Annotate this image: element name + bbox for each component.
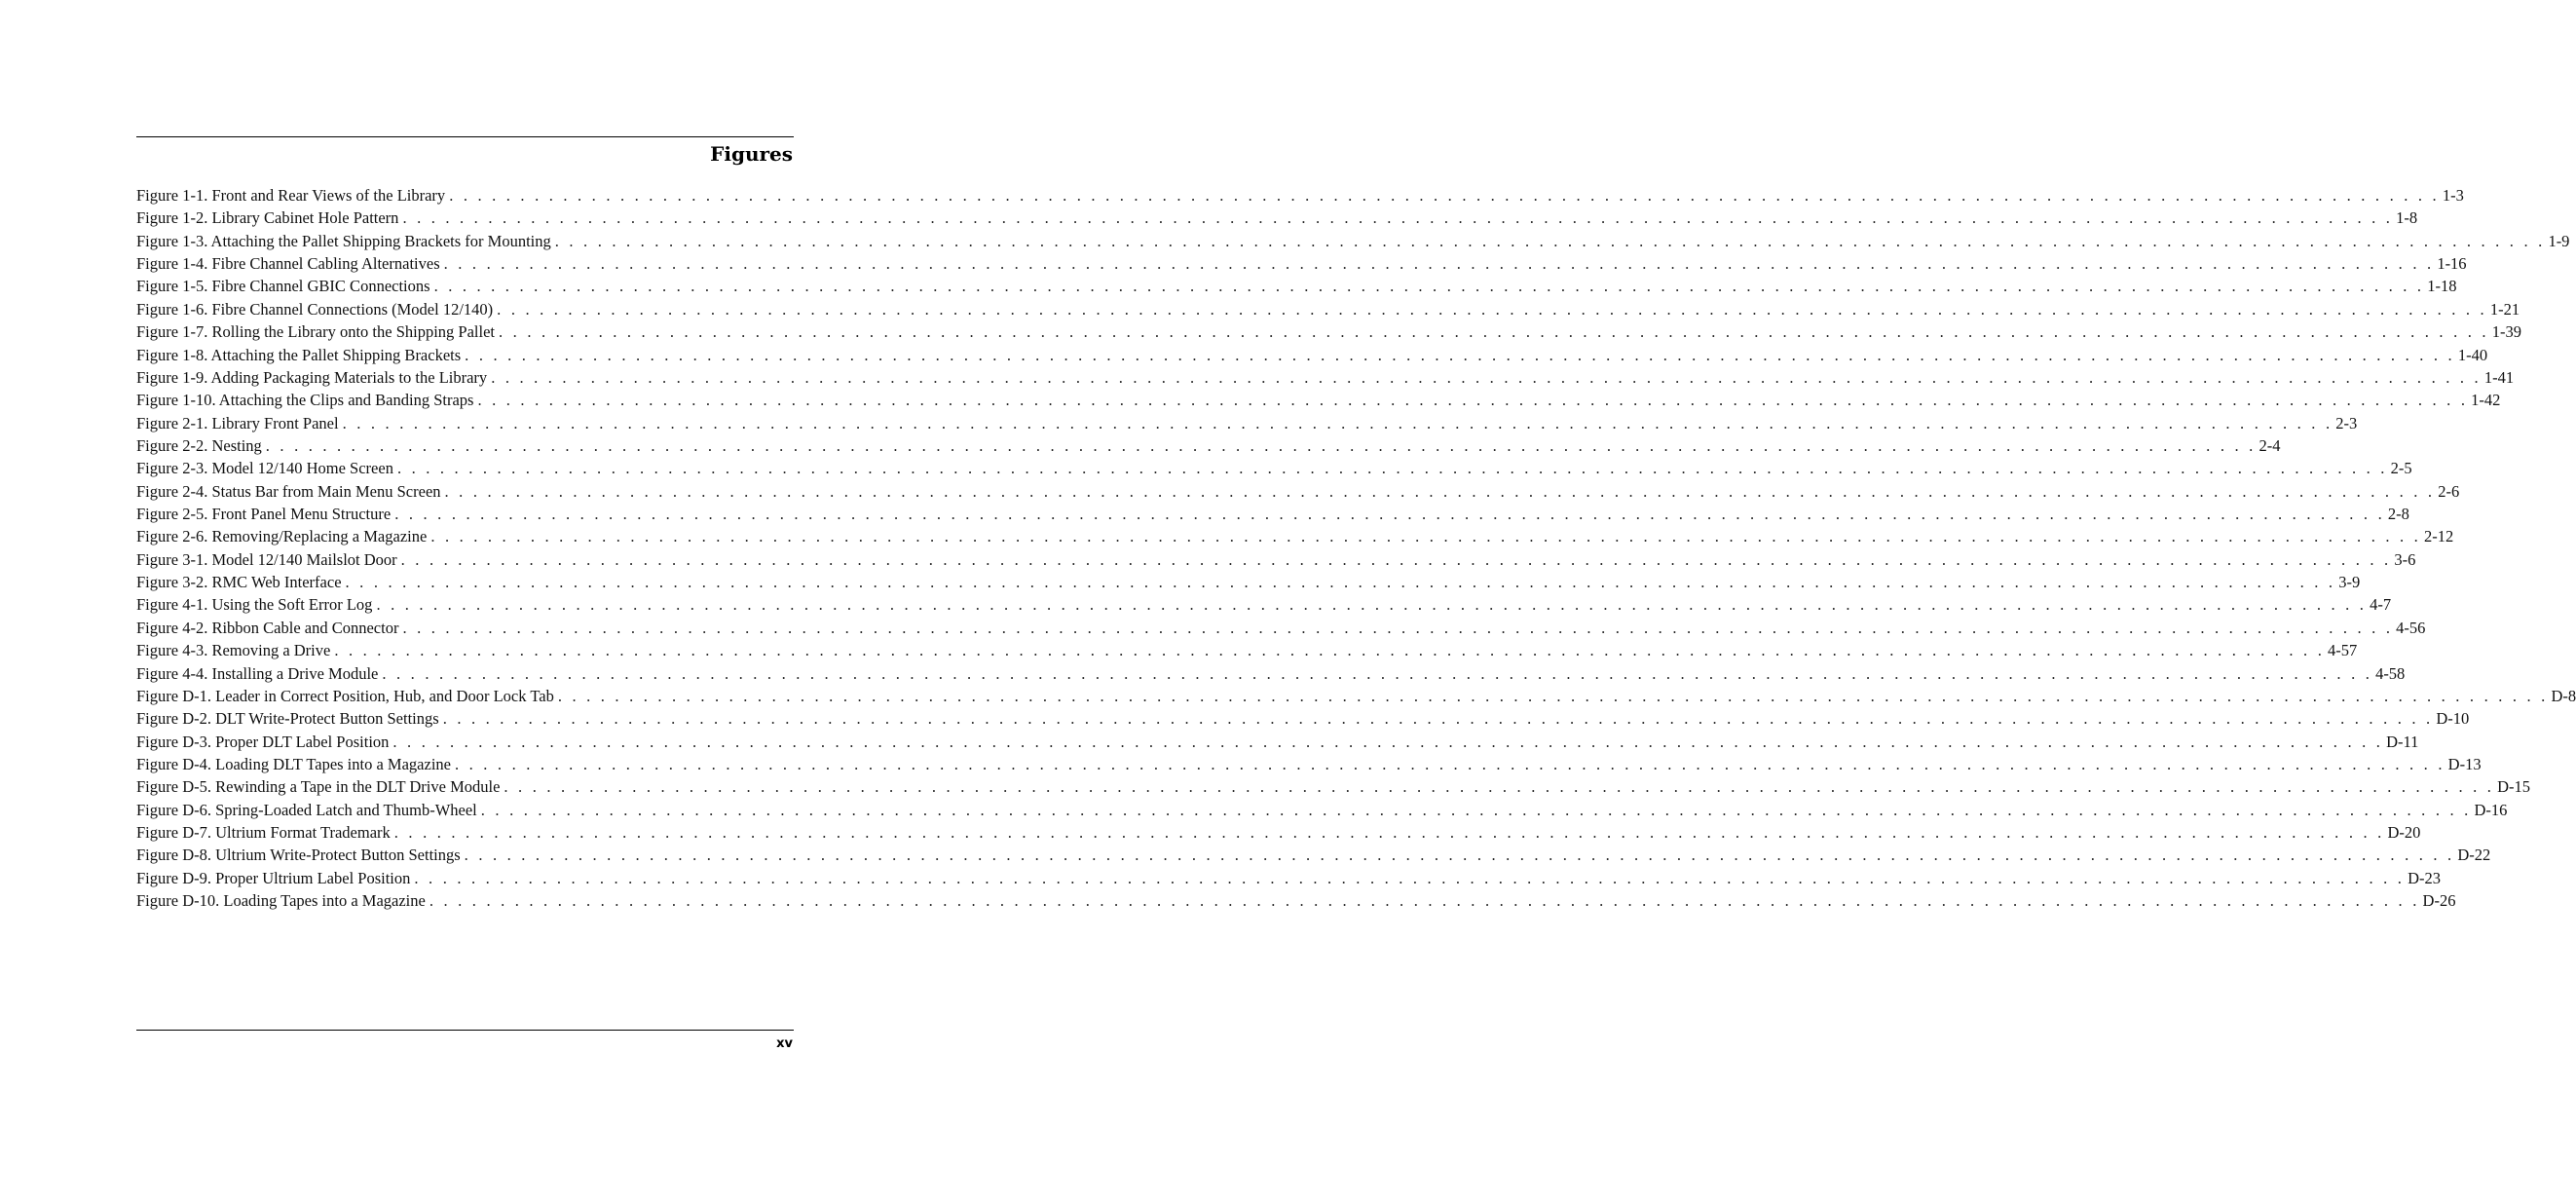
- toc-entry[interactable]: [136, 731, 2419, 753]
- toc-entry-title: Figure D-10. Loading Tapes into a Magazine: [136, 891, 426, 911]
- toc-entry-title: Figure 3-2. RMC Web Interface: [136, 573, 342, 592]
- toc-entry-page: 4-7: [2370, 595, 2392, 615]
- toc-entry[interactable]: [136, 366, 2515, 389]
- toc-entry-title: Figure 1-10. Attaching the Clips and Banding Straps: [136, 391, 474, 410]
- toc-entry-title: Figure 4-2. Ribbon Cable and Connector: [136, 618, 399, 637]
- dot-leader: . . . . . . . . . . . . . . . . . . . . . . . . . . . . . . . . . . . . . . . . . . . . . . . . . . . . . . . . . . . . . . . . . . . . . . . . . . . . . . . . . . . . . . . . . . . . . . . . . . . . . . . . . . . . . . . . . . . . . . . . . . . . . . . . . . . . . . . . . . . .: [554, 231, 2546, 250]
- toc-entry-page: 1-39: [2491, 322, 2521, 342]
- toc-entry-title: Figure 1-9. Adding Packaging Materials to the Library: [136, 367, 488, 387]
- dot-leader: . . . . . . . . . . . . . . . . . . . . . . . . . . . . . . . . . . . . . . . . . . . . . . . . . . . . . . . . . . . . . . . . . . . . . . . . . . . . . . . . . . . . . . . . . . . . . . . . . . . . . . . . . . . . . . . . . . . . . . . . . . . . . . . . . . . . . . . . . . . .: [334, 641, 2326, 660]
- toc-entry-title: Figure 1-5. Fibre Channel GBIC Connections: [136, 277, 430, 296]
- toc-entry-title: Figure D-9. Proper Ultrium Label Position: [136, 868, 411, 887]
- toc-entry-page: D-8: [2551, 686, 2576, 705]
- toc-entry[interactable]: [136, 457, 2412, 479]
- toc-entry[interactable]: [136, 503, 2409, 525]
- toc-entry[interactable]: [136, 753, 2482, 775]
- toc-entry-page: 2-12: [2424, 527, 2454, 546]
- toc-entry-title: Figure D-3. Proper DLT Label Position: [136, 732, 390, 751]
- toc-entry-page: D-13: [2447, 754, 2482, 773]
- toc-entry[interactable]: [136, 389, 2501, 411]
- toc-entry[interactable]: [136, 184, 2464, 207]
- dot-leader: . . . . . . . . . . . . . . . . . . . . . . . . . . . . . . . . . . . . . . . . . . . . . . . . . . . . . . . . . . . . . . . . . . . . . . . . . . . . . . . . . . . . . . . . . . . . . . . . . . . . . . . . . . . . . . . . . . . . . . . . . . . . . . . . . . . . . . . . . . . .: [400, 549, 2392, 569]
- dot-leader: . . . . . . . . . . . . . . . . . . . . . . . . . . . . . . . . . . . . . . . . . . . . . . . . . . . . . . . . . . . . . . . . . . . . . . . . . . . . . . . . . . . . . . . . . . . . . . . . . . . . . . . . . . . . . . . . . . . . . . . . . . . . . . . . . . . . . . . . . . . .: [497, 299, 2487, 319]
- toc-entry[interactable]: [136, 230, 2570, 252]
- toc-entry-page: 1-18: [2427, 277, 2457, 296]
- toc-entry-page: D-23: [2408, 868, 2441, 887]
- toc-entry-title: Figure 2-5. Front Panel Menu Structure: [136, 505, 392, 524]
- toc-entry[interactable]: [136, 320, 2521, 343]
- toc-entry-title: Figure 4-1. Using the Soft Error Log: [136, 595, 373, 615]
- toc-entry-page: D-10: [2436, 709, 2470, 729]
- toc-entry-title: Figure 2-1. Library Front Panel: [136, 413, 339, 432]
- toc-entry-page: 2-5: [2390, 459, 2412, 478]
- toc-entry[interactable]: [136, 662, 2406, 685]
- toc-entry-page: 1-3: [2442, 186, 2464, 205]
- toc-entry-title: Figure D-7. Ultrium Format Trademark: [136, 823, 391, 843]
- toc-entry-title: Figure 2-6. Removing/Replacing a Magazine: [136, 527, 428, 546]
- toc-entry-title: Figure 3-1. Model 12/140 Mailslot Door: [136, 549, 397, 569]
- dot-leader: . . . . . . . . . . . . . . . . . . . . . . . . . . . . . . . . . . . . . . . . . . . . . . . . . . . . . . . . . . . . . . . . . . . . . . . . . . . . . . . . . . . . . . . . . . . . . . . . . . . . . . . . . . . . . . . . . . . . . . . . . . . . . . . . . . . . . . . . . . . .: [477, 391, 2469, 410]
- dot-leader: . . . . . . . . . . . . . . . . . . . . . . . . . . . . . . . . . . . . . . . . . . . . . . . . . . . . . . . . . . . . . . . . . . . . . . . . . . . . . . . . . . . . . . . . . . . . . . . . . . . . . . . . . . . . . . . . . . . . . . . . . . . . . . . . . . . . . . . . . . . .: [402, 208, 2394, 228]
- page-number: xv: [776, 1036, 793, 1051]
- toc-entry[interactable]: [136, 685, 2576, 707]
- dot-leader: . . . . . . . . . . . . . . . . . . . . . . . . . . . . . . . . . . . . . . . . . . . . . . . . . . . . . . . . . . . . . . . . . . . . . . . . . . . . . . . . . . . . . . . . . . . . . . . . . . . . . . . . . . . . . . . . . . . . . . . . . . . . . . . . . . . . . . . . . . . .: [430, 527, 2421, 546]
- toc-entry-title: Figure 2-2. Nesting: [136, 435, 262, 455]
- page-title: Figures: [710, 142, 793, 166]
- toc-entry-page: 1-16: [2437, 254, 2467, 274]
- toc-entry[interactable]: [136, 844, 2491, 866]
- dot-leader: . . . . . . . . . . . . . . . . . . . . . . . . . . . . . . . . . . . . . . . . . . . . . . . . . . . . . . . . . . . . . . . . . . . . . . . . . . . . . . . . . . . . . . . . . . . . . . . . . . . . . . . . . . . . . . . . . . . . . . . . . . . . . . . . . . . . . . . . . . . .: [392, 732, 2384, 751]
- toc-entry-title: Figure 1-1. Front and Rear Views of the Library: [136, 186, 446, 205]
- toc-entry[interactable]: [136, 434, 2281, 457]
- toc-entry[interactable]: [136, 344, 2488, 366]
- toc-entry-page: 1-41: [2483, 367, 2515, 387]
- toc-entry[interactable]: [136, 298, 2520, 320]
- toc-entry-title: Figure D-1. Leader in Correct Position, Hub, and Door Lock Tab: [136, 686, 554, 705]
- toc-entry-page: 4-58: [2375, 663, 2406, 683]
- toc-entry-title: Figure D-2. DLT Write-Protect Button Settings: [136, 709, 439, 729]
- toc-entry-title: Figure D-6. Spring-Loaded Latch and Thumb-Wheel: [136, 800, 477, 819]
- toc-entry[interactable]: [136, 548, 2416, 571]
- dot-leader: . . . . . . . . . . . . . . . . . . . . . . . . . . . . . . . . . . . . . . . . . . . . . . . . . . . . . . . . . . . . . . . . . . . . . . . . . . . . . . . . . . . . . . . . . . . . . . . . . . . . . . . . . . . . . . . . . . . . . . . . . . . . . . . . . . . . . . . . . . . .: [442, 709, 2434, 729]
- toc-entry-page: 4-57: [2328, 641, 2358, 660]
- toc-entry[interactable]: [136, 639, 2358, 661]
- toc-entry[interactable]: [136, 821, 2421, 844]
- dot-leader: . . . . . . . . . . . . . . . . . . . . . . . . . . . . . . . . . . . . . . . . . . . . . . . . . . . . . . . . . . . . . . . . . . . . . . . . . . . . . . . . . . . . . . . . . . . . . . . . . . . . . . . . . . . . . . . . . . . . . . . . . . . . . . . . . . . . . . . . . . . .: [454, 754, 2445, 773]
- dot-leader: . . . . . . . . . . . . . . . . . . . . . . . . . . . . . . . . . . . . . . . . . . . . . . . . . . . . . . . . . . . . . . . . . . . . . . . . . . . . . . . . . . . . . . . . . . . . . . . . . . . . . . . . . . . . . . . . . . . . . . . . . . . . . . . . . . . . . . . . . . . .: [464, 846, 2455, 865]
- toc-entry-title: Figure 1-6. Fibre Channel Connections (Model 12/140): [136, 299, 494, 319]
- toc-entry-page: 1-8: [2396, 208, 2418, 228]
- dot-leader: . . . . . . . . . . . . . . . . . . . . . . . . . . . . . . . . . . . . . . . . . . . . . . . . . . . . . . . . . . . . . . . . . . . . . . . . . . . . . . . . . . . . . . . . . . . . . . . . . . . . . . . . . . . . . . . . . . . . . . . . . . . . . . . . . . . . . . . . . . . .: [491, 367, 2482, 387]
- dot-leader: . . . . . . . . . . . . . . . . . . . . . . . . . . . . . . . . . . . . . . . . . . . . . . . . . . . . . . . . . . . . . . . . . . . . . . . . . . . . . . . . . . . . . . . . . . . . . . . . . . . . . . . . . . . . . . . . . . . . . . . . . . . . . . . . . . . . . . . . . . . .: [393, 823, 2385, 843]
- figure-list: [136, 184, 2576, 913]
- toc-entry[interactable]: [136, 207, 2418, 229]
- toc-entry-page: D-16: [2474, 800, 2508, 819]
- dot-leader: . . . . . . . . . . . . . . . . . . . . . . . . . . . . . . . . . . . . . . . . . . . . . . . . . . . . . . . . . . . . . . . . . . . . . . . . . . . . . . . . . . . . . . . . . . . . . . . . . . . . . . . . . . . . . . . . . . . . . . . . . . . . . . . . . . . . . . . . . . . .: [429, 891, 2420, 911]
- dot-leader: . . . . . . . . . . . . . . . . . . . . . . . . . . . . . . . . . . . . . . . . . . . . . . . . . . . . . . . . . . . . . . . . . . . . . . . . . . . . . . . . . . . . . . . . . . . . . . . . . . . . . . . . . . . . . . . . . . . . . . . . . . . . . . . . . . . . . . . . . . . .: [265, 435, 2257, 455]
- toc-entry[interactable]: [136, 275, 2457, 297]
- toc-entry-page: D-15: [2497, 777, 2531, 797]
- dot-leader: . . . . . . . . . . . . . . . . . . . . . . . . . . . . . . . . . . . . . . . . . . . . . . . . . . . . . . . . . . . . . . . . . . . . . . . . . . . . . . . . . . . . . . . . . . . . . . . . . . . . . . . . . . . . . . . . . . . . . . . . . . . . . . . . . . . . . . . . . . . .: [465, 345, 2455, 364]
- dot-leader: . . . . . . . . . . . . . . . . . . . . . . . . . . . . . . . . . . . . . . . . . . . . . . . . . . . . . . . . . . . . . . . . . . . . . . . . . . . . . . . . . . . . . . . . . . . . . . . . . . . . . . . . . . . . . . . . . . . . . . . . . . . . . . . . . . . . . . . . . . . .: [396, 459, 2388, 478]
- dot-leader: . . . . . . . . . . . . . . . . . . . . . . . . . . . . . . . . . . . . . . . . . . . . . . . . . . . . . . . . . . . . . . . . . . . . . . . . . . . . . . . . . . . . . . . . . . . . . . . . . . . . . . . . . . . . . . . . . . . . . . . . . . . . . . . . . . . . . . . . . . . .: [443, 254, 2435, 274]
- toc-entry-page: D-22: [2457, 846, 2491, 865]
- dot-leader: . . . . . . . . . . . . . . . . . . . . . . . . . . . . . . . . . . . . . . . . . . . . . . . . . . . . . . . . . . . . . . . . . . . . . . . . . . . . . . . . . . . . . . . . . . . . . . . . . . . . . . . . . . . . . . . . . . . . . . . . . . . . . . . . . . . . . . . . . . . .: [382, 663, 2373, 683]
- toc-entry-page: 3-9: [2338, 573, 2361, 592]
- toc-entry-page: 2-3: [2335, 413, 2358, 432]
- dot-leader: . . . . . . . . . . . . . . . . . . . . . . . . . . . . . . . . . . . . . . . . . . . . . . . . . . . . . . . . . . . . . . . . . . . . . . . . . . . . . . . . . . . . . . . . . . . . . . . . . . . . . . . . . . . . . . . . . . . . . . . . . . . . . . . . . . . . . . . . . . . .: [480, 800, 2472, 819]
- toc-entry-title: Figure D-5. Rewinding a Tape in the DLT Drive Module: [136, 777, 501, 797]
- toc-entry[interactable]: [136, 412, 2358, 434]
- dot-leader: . . . . . . . . . . . . . . . . . . . . . . . . . . . . . . . . . . . . . . . . . . . . . . . . . . . . . . . . . . . . . . . . . . . . . . . . . . . . . . . . . . . . . . . . . . . . . . . . . . . . . . . . . . . . . . . . . . . . . . . . . . . . . . . . . . . . . . . . . . . .: [376, 595, 2368, 615]
- toc-entry-title: Figure 4-4. Installing a Drive Module: [136, 663, 379, 683]
- dot-leader: . . . . . . . . . . . . . . . . . . . . . . . . . . . . . . . . . . . . . . . . . . . . . . . . . . . . . . . . . . . . . . . . . . . . . . . . . . . . . . . . . . . . . . . . . . . . . . . . . . . . . . . . . . . . . . . . . . . . . . . . . . . . . . . . . . . . . . . . . . . .: [504, 777, 2495, 797]
- dot-leader: . . . . . . . . . . . . . . . . . . . . . . . . . . . . . . . . . . . . . . . . . . . . . . . . . . . . . . . . . . . . . . . . . . . . . . . . . . . . . . . . . . . . . . . . . . . . . . . . . . . . . . . . . . . . . . . . . . . . . . . . . . . . . . . . . . . . . . . . . . . .: [433, 277, 2425, 296]
- toc-entry-page: 1-21: [2489, 299, 2520, 319]
- toc-entry-page: 1-9: [2548, 231, 2570, 250]
- toc-entry[interactable]: [136, 571, 2361, 593]
- dot-leader: . . . . . . . . . . . . . . . . . . . . . . . . . . . . . . . . . . . . . . . . . . . . . . . . . . . . . . . . . . . . . . . . . . . . . . . . . . . . . . . . . . . . . . . . . . . . . . . . . . . . . . . . . . . . . . . . . . . . . . . . . . . . . . . . . . . . . . . . . . . .: [345, 573, 2336, 592]
- toc-entry-title: Figure 1-7. Rolling the Library onto the Shipping Pallet: [136, 322, 496, 342]
- toc-entry[interactable]: [136, 889, 2456, 912]
- toc-entry-title: Figure 1-3. Attaching the Pallet Shipping Brackets for Mounting: [136, 231, 551, 250]
- toc-entry[interactable]: [136, 593, 2392, 616]
- dot-leader: . . . . . . . . . . . . . . . . . . . . . . . . . . . . . . . . . . . . . . . . . . . . . . . . . . . . . . . . . . . . . . . . . . . . . . . . . . . . . . . . . . . . . . . . . . . . . . . . . . . . . . . . . . . . . . . . . . . . . . . . . . . . . . . . . . . . . . . . . . . .: [402, 618, 2394, 637]
- toc-entry-page: 1-40: [2457, 345, 2488, 364]
- toc-entry-title: Figure 2-3. Model 12/140 Home Screen: [136, 459, 393, 478]
- toc-entry-page: 2-6: [2438, 481, 2460, 501]
- dot-leader: . . . . . . . . . . . . . . . . . . . . . . . . . . . . . . . . . . . . . . . . . . . . . . . . . . . . . . . . . . . . . . . . . . . . . . . . . . . . . . . . . . . . . . . . . . . . . . . . . . . . . . . . . . . . . . . . . . . . . . . . . . . . . . . . . . . . . . . . . . . .: [444, 481, 2436, 501]
- toc-entry[interactable]: [136, 525, 2454, 547]
- toc-entry-title: Figure 1-8. Attaching the Pallet Shipping Brackets: [136, 345, 462, 364]
- toc-entry-page: D-11: [2386, 732, 2419, 751]
- toc-entry-title: Figure 2-4. Status Bar from Main Menu Screen: [136, 481, 441, 501]
- dot-leader: . . . . . . . . . . . . . . . . . . . . . . . . . . . . . . . . . . . . . . . . . . . . . . . . . . . . . . . . . . . . . . . . . . . . . . . . . . . . . . . . . . . . . . . . . . . . . . . . . . . . . . . . . . . . . . . . . . . . . . . . . . . . . . . . . . . . . . . . . . . .: [414, 868, 2406, 887]
- dot-leader: . . . . . . . . . . . . . . . . . . . . . . . . . . . . . . . . . . . . . . . . . . . . . . . . . . . . . . . . . . . . . . . . . . . . . . . . . . . . . . . . . . . . . . . . . . . . . . . . . . . . . . . . . . . . . . . . . . . . . . . . . . . . . . . . . . . . . . . . . . . .: [449, 186, 2440, 205]
- toc-entry-page: 2-8: [2387, 505, 2409, 524]
- toc-entry-page: D-20: [2387, 823, 2421, 843]
- toc-entry-page: 1-42: [2471, 391, 2501, 410]
- toc-entry[interactable]: [136, 252, 2467, 275]
- toc-entry[interactable]: [136, 867, 2441, 889]
- dot-leader: . . . . . . . . . . . . . . . . . . . . . . . . . . . . . . . . . . . . . . . . . . . . . . . . . . . . . . . . . . . . . . . . . . . . . . . . . . . . . . . . . . . . . . . . . . . . . . . . . . . . . . . . . . . . . . . . . . . . . . . . . . . . . . . . . . . . . . . . . . . .: [557, 686, 2549, 705]
- toc-entry-page: D-26: [2422, 891, 2456, 911]
- toc-entry[interactable]: [136, 775, 2531, 798]
- toc-entry[interactable]: [136, 707, 2470, 730]
- header-rule: [136, 136, 794, 137]
- toc-entry-title: Figure 1-2. Library Cabinet Hole Pattern: [136, 208, 399, 228]
- dot-leader: . . . . . . . . . . . . . . . . . . . . . . . . . . . . . . . . . . . . . . . . . . . . . . . . . . . . . . . . . . . . . . . . . . . . . . . . . . . . . . . . . . . . . . . . . . . . . . . . . . . . . . . . . . . . . . . . . . . . . . . . . . . . . . . . . . . . . . . . . . . .: [499, 322, 2489, 342]
- dot-leader: . . . . . . . . . . . . . . . . . . . . . . . . . . . . . . . . . . . . . . . . . . . . . . . . . . . . . . . . . . . . . . . . . . . . . . . . . . . . . . . . . . . . . . . . . . . . . . . . . . . . . . . . . . . . . . . . . . . . . . . . . . . . . . . . . . . . . . . . . . . .: [342, 413, 2333, 432]
- toc-entry-page: 3-6: [2394, 549, 2416, 569]
- toc-entry-title: Figure 4-3. Removing a Drive: [136, 641, 331, 660]
- footer-rule: [136, 1030, 794, 1031]
- toc-entry-page: 4-56: [2396, 618, 2426, 637]
- toc-entry[interactable]: [136, 617, 2426, 639]
- toc-entry-title: Figure D-8. Ultrium Write-Protect Button Settings: [136, 846, 461, 865]
- toc-entry-title: Figure 1-4. Fibre Channel Cabling Alternatives: [136, 254, 440, 274]
- toc-entry[interactable]: [136, 480, 2460, 503]
- dot-leader: . . . . . . . . . . . . . . . . . . . . . . . . . . . . . . . . . . . . . . . . . . . . . . . . . . . . . . . . . . . . . . . . . . . . . . . . . . . . . . . . . . . . . . . . . . . . . . . . . . . . . . . . . . . . . . . . . . . . . . . . . . . . . . . . . . . . . . . . . . . .: [394, 505, 2385, 524]
- toc-entry-page: 2-4: [2259, 435, 2281, 455]
- toc-entry-title: Figure D-4. Loading DLT Tapes into a Magazine: [136, 754, 451, 773]
- toc-entry[interactable]: [136, 799, 2508, 821]
